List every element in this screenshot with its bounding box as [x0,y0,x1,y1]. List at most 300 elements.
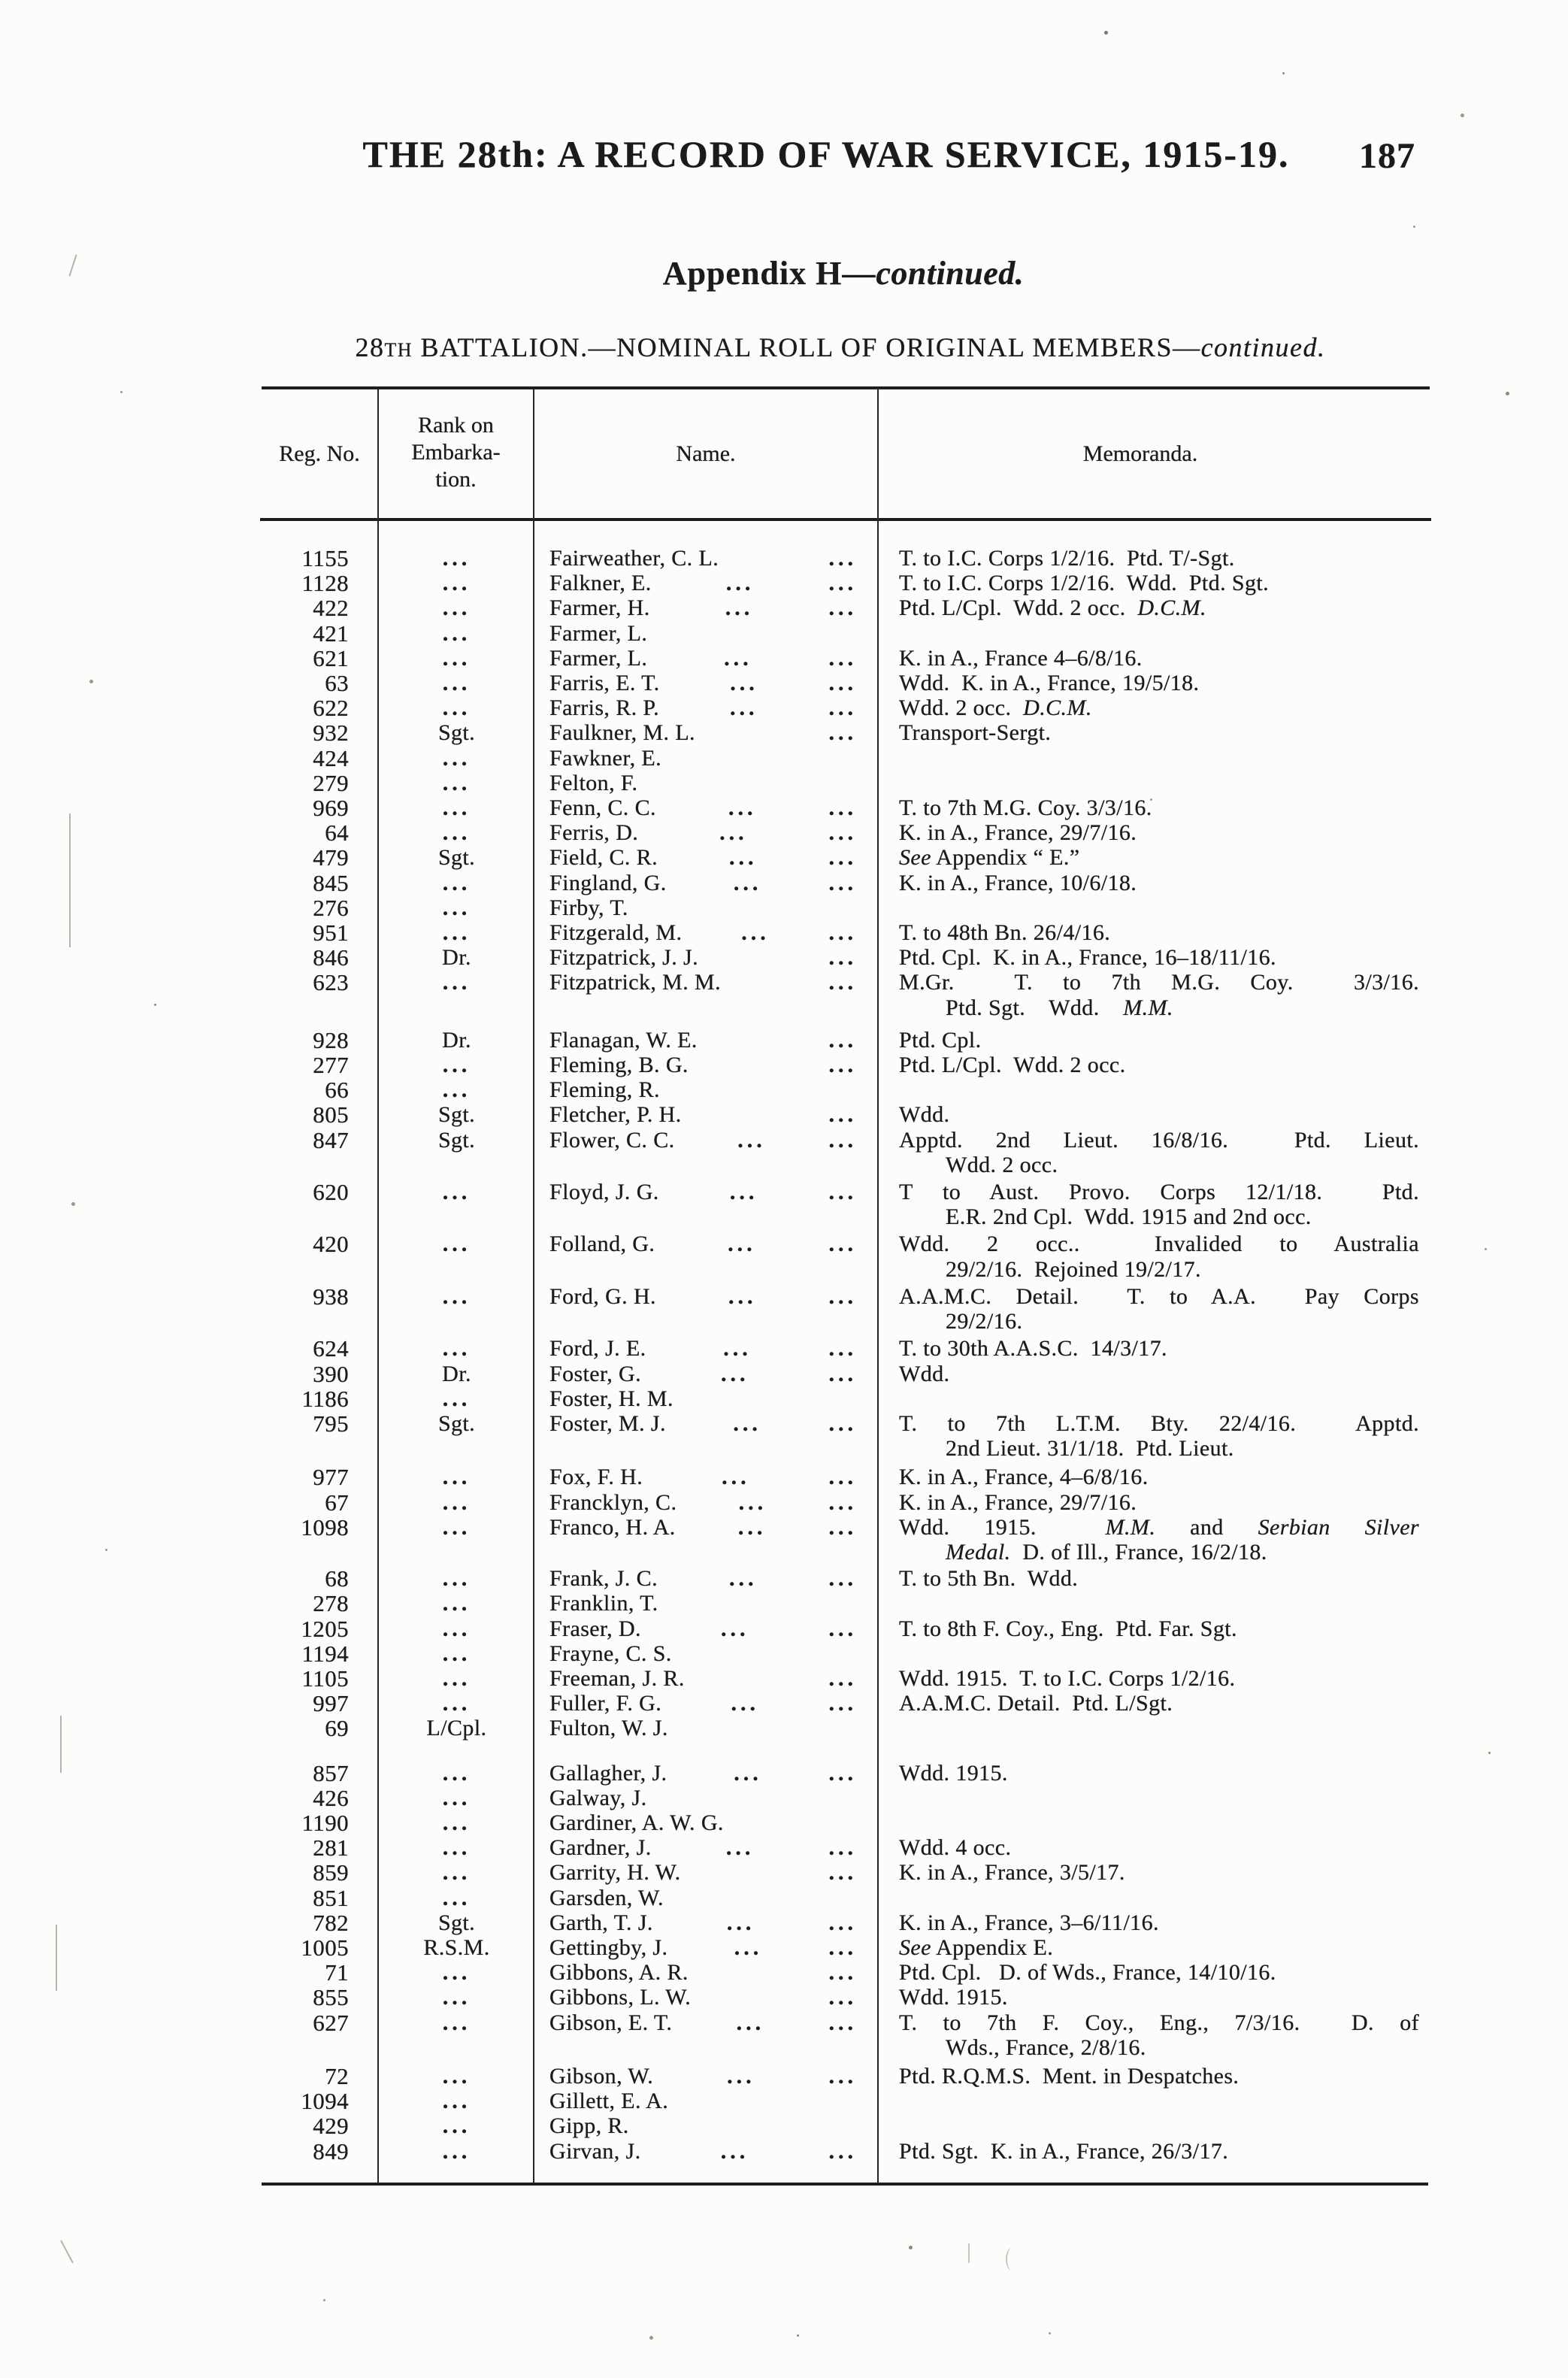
name-cell [534,970,879,995]
column-header-rank-line: Rank on [418,413,494,438]
name-cell [534,621,879,646]
dot-leader: ... [722,1465,750,1490]
table-row [262,695,1428,720]
reg-no-cell: 278 [313,1590,349,1617]
member-name: Fulton, W. J. [549,1716,668,1741]
memoranda-line: Ptd. Cpl. D. of Wds., France, 14/10/16. [899,1960,1276,1986]
name-cell [534,1641,879,1666]
memoranda-cell [879,1566,1428,1591]
book-title: THE 28th: A RECORD OF WAR SERVICE, 1915-19. [362,133,1290,175]
member-name: Gibbons, A. R. [549,1960,689,1986]
name-cell [534,1886,879,1910]
name-cell [534,1411,879,1436]
name-cell [534,1810,879,1835]
name-cell [534,2010,879,2035]
memoranda-line: Wdd. [899,1102,950,1128]
section-heading: 28TH BATTALION.—NOMINAL ROLL OF ORIGINAL MEMBERS—continued. [355,332,1326,362]
reg-no-cell: 782 [313,1909,349,1936]
reg-no-cell: 849 [313,2137,349,2164]
rank-cell: ... [442,745,471,771]
rank-cell: Sgt. [437,1410,476,1436]
dot-leader: ... [828,595,857,621]
memoranda-line: M.Gr. T. to 7th M.G. Coy. 3/3/16. [899,970,1419,995]
name-cell [534,2089,879,2113]
member-name: Felton, F. [549,770,638,795]
name-cell [534,571,879,595]
name-cell [534,1077,879,1102]
name-cell [534,1490,879,1515]
memoranda-cell [879,1465,1428,1489]
table-row [262,845,1428,870]
table-row [262,1180,1428,1229]
dot-leader: ... [828,571,857,596]
table-row [262,1465,1428,1489]
dot-leader: ... [828,1910,857,1935]
memoranda-line: T. to 7th F. Coy., Eng., 7/3/16. D. of [899,2010,1419,2035]
dot-leader: ... [725,595,754,621]
dot-leader: ... [828,1760,857,1786]
member-name: Foster, M. J. [549,1410,666,1436]
table-row [262,1386,1428,1411]
rank-cell: ... [442,1566,471,1592]
name-cell [534,2064,879,2089]
reg-no-cell: 951 [313,919,349,947]
name-cell [534,1716,879,1740]
member-name: Fitzgerald, M. [549,920,683,946]
reg-no-cell: 1005 [301,1934,349,1961]
member-name: Falkner, E. [549,571,652,596]
memoranda-line: See Appendix “ E.” [899,845,1080,871]
dot-leader: ... [741,920,770,946]
rank-cell: ... [442,1465,471,1490]
name-cell [534,1386,879,1411]
member-name: Fleming, R. [549,1077,660,1103]
member-name: Farmer, L. [549,620,648,646]
rank-cell: Sgt. [437,1910,476,1935]
memoranda-line: Ptd. L/Cpl. Wdd. 2 occ. [899,1053,1126,1078]
member-name: Farmer, H. [549,595,650,621]
member-name: Gibbons, L. W. [549,1985,692,2010]
rank-cell: Sgt. [437,1127,476,1153]
memoranda-line: Ptd. Sgt. K. in A., France, 26/3/17. [899,2138,1229,2164]
memoranda-cell [879,1761,1428,1786]
dot-leader: ... [723,1336,752,1362]
dot-leader: ... [828,1127,857,1153]
dot-leader: ... [828,1616,857,1641]
memoranda-line: Ptd. R.Q.M.S. Ment. in Despatches. [899,2063,1240,2089]
name-cell [534,1515,879,1540]
table-row [262,795,1428,820]
memoranda-line: Wdd. 2 occ. [946,1152,1058,1177]
rank-cell: ... [442,620,471,646]
member-name: Gallagher, J. [549,1760,667,1786]
reg-no-cell: 1105 [301,1665,349,1692]
name-cell [534,1786,879,1810]
memoranda-line: T. to I.C. Corps 1/2/16. Ptd. T/-Sgt. [899,546,1235,571]
reg-no-cell: 622 [313,695,349,722]
reg-no-cell: 845 [313,869,349,896]
reg-no-cell: 276 [313,894,349,921]
member-name: Ford, G. H. [549,1283,656,1309]
rank-cell: ... [442,970,471,995]
scan-artifact [68,254,77,276]
member-name: Ford, J. E. [549,1336,646,1362]
member-name: Field, C. R. [549,845,658,871]
table-row [262,1910,1428,1935]
dot-leader: ... [828,2010,857,2035]
rank-cell: L/Cpl. [426,1716,487,1741]
dot-leader: ... [828,1361,857,1386]
dot-leader: ... [828,720,857,746]
member-name: Fenn, C. C. [549,795,656,821]
rank-cell: ... [442,2113,471,2139]
name-cell [534,1465,879,1489]
dot-leader: ... [828,870,857,895]
reg-no-cell: 281 [313,1834,349,1862]
dot-leader: ... [729,845,758,871]
name-cell [534,820,879,845]
memoranda-line: T. to 7th L.T.M. Bty. 22/4/16. Apptd. [899,1410,1419,1436]
rank-cell: Dr. [442,1361,471,1386]
rank-cell: ... [442,1665,471,1691]
name-cell [534,1691,879,1716]
scan-artifact [60,1716,62,1773]
memoranda-cell [879,1985,1428,2010]
member-name: Ferris, D. [549,820,639,846]
memoranda-cell [879,1336,1428,1361]
reg-no-cell: 938 [313,1283,349,1310]
dot-leader: ... [828,1835,857,1861]
reg-no-cell: 1098 [301,1513,349,1540]
member-name: Fuller, F. G. [549,1691,662,1716]
table-row [262,1835,1428,1860]
reg-no-cell: 426 [313,1784,349,1811]
dot-leader: ... [727,2063,755,2089]
member-name: Gettingby, J. [549,1934,668,1960]
table-row [262,746,1428,771]
column-header-name: Name. [676,441,736,466]
memoranda-line: Wdd. 1915. M.M. and Serbian Silver [899,1514,1419,1540]
memoranda-cell [879,1284,1428,1334]
memoranda-line: Wdd. 1915. [899,1760,1008,1786]
memoranda-line: Ptd. Sgt. Wdd. M.M. [946,995,1173,1020]
memoranda-line: Ptd. L/Cpl. Wdd. 2 occ. D.C.M. [899,595,1206,621]
name-cell [534,595,879,620]
name-cell [534,1102,879,1127]
rank-cell: ... [442,2010,471,2035]
table-top-rule [262,386,1430,389]
member-name: Firby, T. [549,895,628,920]
memoranda-line: Wdd. 1915. T. to I.C. Corps 1/2/16. [899,1665,1236,1691]
dot-leader: ... [734,1934,763,1960]
dot-leader: ... [728,1283,757,1309]
table-row [262,671,1428,695]
name-cell [534,945,879,970]
memoranda-line: T. to 5th Bn. Wdd. [899,1566,1079,1592]
table-row [262,1515,1428,1565]
rank-cell: ... [442,1591,471,1616]
rank-cell: Sgt. [437,845,476,871]
member-name: Fingland, G. [549,870,667,895]
rank-cell: ... [442,1336,471,1362]
memoranda-line: K. in A., France, 3/5/17. [899,1860,1125,1886]
table-row [262,2113,1428,2138]
table-row [262,895,1428,920]
table-row [262,920,1428,945]
member-name: Gardner, J. [549,1835,652,1861]
table-row [262,1716,1428,1740]
table-header-rule [260,518,1431,521]
memoranda-cell [879,1128,1428,1177]
memoranda-line: Wdd. 4 occ. [899,1835,1012,1861]
reg-no-cell: 390 [313,1360,349,1387]
memoranda-line: Wdd. 2 occ.. Invalided to Australia [899,1231,1419,1257]
dot-leader: ... [828,1027,857,1053]
table-row [262,1761,1428,1786]
dot-leader: ... [726,1910,755,1935]
dot-leader: ... [733,1410,761,1436]
name-cell [534,895,879,920]
table-row [262,2064,1428,2089]
member-name: Frayne, C. S. [549,1640,672,1666]
dot-leader: ... [731,1691,760,1716]
dot-leader: ... [828,1514,857,1540]
member-name: Galway, J. [549,1785,647,1810]
rank-cell: ... [442,1180,471,1205]
name-cell [534,2113,879,2138]
table-row [262,1336,1428,1361]
memoranda-line: K. in A., France, 29/7/16. [899,820,1137,846]
member-name: Gibson, W. [549,2063,654,2089]
name-cell [534,1935,879,1960]
reg-no-cell: 422 [313,595,349,622]
dot-leader: ... [733,870,762,895]
memoranda-cell [879,1490,1428,1515]
rank-cell: Dr. [442,1027,471,1053]
reg-no-cell: 1205 [301,1615,349,1642]
rank-cell: ... [442,895,471,920]
name-cell [534,1566,879,1591]
dot-leader: ... [729,1180,758,1205]
memoranda-line: T. to 8th F. Coy., Eng. Ptd. Far. Sgt. [899,1616,1237,1641]
reg-no-cell: 846 [313,944,349,971]
memoranda-line: A.A.M.C. Detail. Ptd. L/Sgt. [899,1691,1173,1716]
memoranda-cell [879,1835,1428,1860]
table-row [262,1666,1428,1691]
table-row [262,1935,1428,1960]
dot-leader: ... [828,845,857,871]
memoranda-line: T. to I.C. Corps 1/2/16. Wdd. Ptd. Sgt. [899,571,1269,596]
dot-leader: ... [737,1127,766,1153]
rank-cell: ... [442,595,471,621]
table-bottom-rule [262,2183,1428,2186]
table-row [262,1691,1428,1716]
name-cell [534,720,879,745]
rank-cell: ... [442,2089,471,2114]
member-name: Flanagan, W. E. [549,1027,698,1053]
name-cell [534,1960,879,1985]
reg-no-cell: 69 [325,1715,349,1742]
table-row [262,1102,1428,1127]
name-cell [534,771,879,795]
rank-cell: ... [442,1053,471,1078]
rank-cell: Sgt. [437,720,476,746]
memoranda-line: A.A.M.C. Detail. T. to A.A. Pay Corps [899,1283,1419,1309]
name-cell [534,871,879,895]
rank-cell: ... [442,1885,471,1910]
dot-leader: ... [730,695,758,721]
dot-leader: ... [720,2138,749,2164]
reg-no-cell: 424 [313,744,349,771]
reg-no-cell: 977 [313,1464,349,1491]
table-row [262,1231,1428,1281]
name-cell [534,2139,879,2164]
name-cell [534,646,879,671]
memoranda-cell [879,1231,1428,1281]
memoranda-line: Wdd. K. in A., France, 19/5/18. [899,671,1200,696]
member-name: Fox, F. H. [549,1465,643,1490]
memoranda-cell [879,945,1428,970]
member-name: Gillett, E. A. [549,2089,669,2114]
dot-leader: ... [828,2063,857,2089]
table-row [262,2089,1428,2113]
reg-no-cell: 64 [325,819,349,847]
dot-leader: ... [736,2010,765,2035]
table-row [262,1362,1428,1386]
name-cell [534,1985,879,2010]
table-row [262,1786,1428,1810]
member-name: Garth, T. J. [549,1910,653,1935]
member-name: Farris, E. T. [549,671,660,696]
reg-no-cell: 795 [313,1410,349,1437]
reg-no-cell: 1194 [301,1640,349,1667]
reg-no-cell: 1094 [301,2088,349,2115]
dot-leader: ... [828,1934,857,1960]
memoranda-line: Wdd. 2 occ. D.C.M. [899,695,1092,721]
name-cell [534,671,879,695]
memoranda-line: Ptd. Cpl. [899,1027,982,1053]
reg-no-cell: 857 [313,1759,349,1786]
table-row [262,571,1428,595]
rank-cell: ... [442,546,471,571]
dot-leader: ... [828,546,857,571]
rank-cell: ... [442,1760,471,1786]
member-name: Fletcher, P. H. [549,1102,682,1128]
dot-leader: ... [828,645,857,671]
name-cell [534,1284,879,1309]
reg-no-cell: 620 [313,1179,349,1206]
memoranda-line: Medal. D. of Ill., France, 16/2/18. [946,1539,1267,1565]
table-row [262,720,1428,745]
reg-no-cell: 72 [325,2062,349,2089]
roll-table-body [262,534,1428,2164]
memoranda-cell [879,970,1428,1019]
member-name: Franco, H. A. [549,1514,676,1540]
name-cell [534,1336,879,1361]
page-number: 187 [1359,136,1415,176]
table-row [262,1641,1428,1666]
rank-cell: ... [442,1810,471,1835]
rank-cell: ... [442,920,471,946]
table-row [262,1077,1428,1102]
dot-leader: ... [828,1410,857,1436]
member-name: Frank, J. C. [549,1566,658,1592]
rank-cell: Dr. [442,945,471,971]
reg-no-cell: 1128 [301,570,349,597]
member-name: Freeman, J. R. [549,1665,685,1691]
memoranda-line: 29/2/16. Rejoined 19/2/17. [946,1256,1201,1282]
member-name: Faulkner, M. L. [549,720,695,746]
memoranda-cell [879,820,1428,845]
dot-leader: ... [828,1102,857,1128]
dot-leader: ... [738,1489,767,1515]
reg-no-cell: 928 [313,1026,349,1053]
dot-leader: ... [828,795,857,821]
memoranda-line: K. in A., France, 3–6/11/16. [899,1910,1159,1935]
memoranda-cell [879,546,1428,571]
member-name: Foster, H. M. [549,1386,674,1411]
column-header-rank-line: Embarka- [411,440,501,465]
memoranda-cell [879,1935,1428,1960]
table-row [262,1985,1428,2010]
column-header-memoranda: Memoranda. [1082,441,1198,466]
member-name: Fairweather, C. L. [549,546,719,571]
memoranda-line: Wds., France, 2/8/16. [946,2034,1146,2060]
rank-cell: R.S.M. [423,1934,490,1960]
memoranda-line: 2nd Lieut. 31/1/18. Ptd. Lieut. [946,1436,1234,1462]
memoranda-cell [879,1411,1428,1461]
scan-speckle [0,0,2,2]
reg-no-cell: 479 [313,844,349,871]
dot-leader: ... [725,1835,755,1861]
dot-leader: ... [728,1566,758,1592]
rank-cell: ... [442,1691,471,1716]
column-header-rank [379,412,533,493]
memoranda-cell [879,795,1428,820]
table-row [262,771,1428,795]
memoranda-cell [879,1180,1428,1229]
reg-no-cell: 63 [325,670,349,697]
rank-cell: ... [442,1283,471,1309]
name-cell [534,1028,879,1053]
scan-artifact [60,2240,74,2264]
table-row [262,1566,1428,1591]
reg-no-cell: 277 [313,1052,349,1079]
rank-cell: ... [442,1231,471,1257]
appendix-heading: Appendix H—continued. [662,255,1025,292]
rank-cell: ... [442,1386,471,1411]
name-cell [534,1362,879,1386]
table-row [262,1053,1428,1077]
reg-no-cell: 997 [313,1690,349,1717]
member-name: Garrity, H. W. [549,1860,681,1886]
table-row [262,945,1428,970]
dot-leader: ... [828,1231,857,1257]
reg-no-cell: 621 [313,644,349,671]
reg-no-cell: 421 [313,619,349,647]
rank-cell: ... [442,1616,471,1641]
rank-cell: ... [442,1785,471,1810]
table-row [262,1616,1428,1641]
dot-leader: ... [828,945,857,971]
memoranda-line: Ptd. Cpl. K. in A., France, 16–18/11/16. [899,945,1276,971]
rank-cell: ... [442,2063,471,2089]
column-header-rank-line: tion. [435,467,477,492]
name-cell [534,920,879,945]
reg-no-cell: 805 [313,1101,349,1128]
name-cell [534,1860,879,1885]
dot-leader: ... [720,1616,749,1641]
